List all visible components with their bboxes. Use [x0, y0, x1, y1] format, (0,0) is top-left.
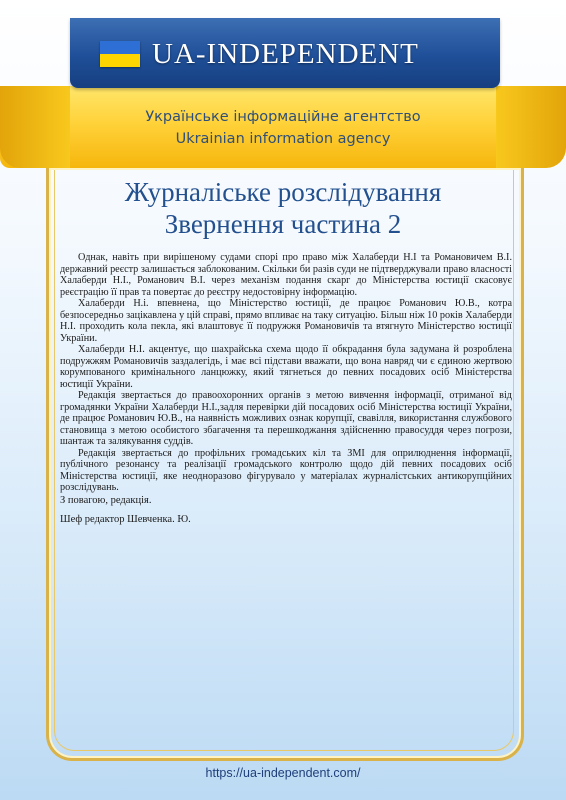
agency-name-ua: Українське інформаційне агентство — [145, 109, 421, 125]
paragraph: Однак, навіть при вирішеному судами спорі про право між Халаберди Н.І та Романовичем В.І. державний реєстр залишається заблокованим. Скільки би разів суди не підтверджували право власності Халаберди Н.І., Романович В.І. через механізм подання скарг до Міністерства юстиції скасовує реєстрацію її прав та повертає до реєстру недостовірну інформацію. — [60, 252, 512, 298]
signature-text: Шеф редактор Шевченка. Ю. — [60, 514, 191, 525]
brand-logo — [100, 34, 470, 74]
paragraph: Редакція звертається до правоохоронних органів з метою вивчення інформації, отриманої від громадянки України Халаберди Н.І.,задля перевірки дій посадових осіб Міністерства юстиції України, де працює Романович Ю.В., на наявність можливих ознак корупції, свавілля, використання службового становища з метою особистого збагачення та перешкоджання здійсненню правосуддя через погрози, шантаж та залякування суддів. — [60, 390, 512, 447]
closing-text: З повагою, редакція. — [60, 495, 152, 506]
agency-subtitle — [0, 106, 566, 150]
page-title — [0, 176, 566, 240]
ukraine-flag-icon — [100, 41, 140, 67]
article-body — [60, 252, 512, 494]
title-line-1: Журналіське розслідування — [124, 177, 442, 207]
paragraph: Редакція звертається до профільних громадських кіл та ЗМІ для оприлюднення інформації, публічного резонансу та реалізації громадського контролю щодо дій певних посадових осіб Міністерства юстиції, яке неодноразово фігурувало у матеріалах журналістських антикорупційних розслідувань. — [60, 447, 512, 493]
title-line-2: Звернення частина 2 — [164, 209, 402, 239]
paragraph: Халаберди Н.І. акцентує, що шахрайська схема щодо її обкрадання була задумана й розроблена подружжям Романовичів заздалегідь, і має всі підстави вважати, що вона навряд чи є єдиною жертвою корумпованого кримінального ланцюжку, який тягнеться до певних посадових осіб Міністерства юстиції України. — [60, 344, 512, 390]
agency-name-en: Ukrainian information agency — [175, 131, 391, 147]
paragraph: Халаберди Н.і. впевнена, що Міністерство юстиції, де працює Романович Ю.В., котра безпосередньо зацікавлена у цій справі, прямо впливає на таку ситуацію. Більш ніж 10 років Халаберди Н.І. проходить кола пекла, які влаштовує її подружжя Романовичів та втягнуто Міністерство юстиції України. — [60, 298, 512, 344]
website-link[interactable]: https://ua-independent.com/ — [205, 766, 361, 780]
brand-name: UA-INDEPENDENT — [152, 37, 419, 70]
